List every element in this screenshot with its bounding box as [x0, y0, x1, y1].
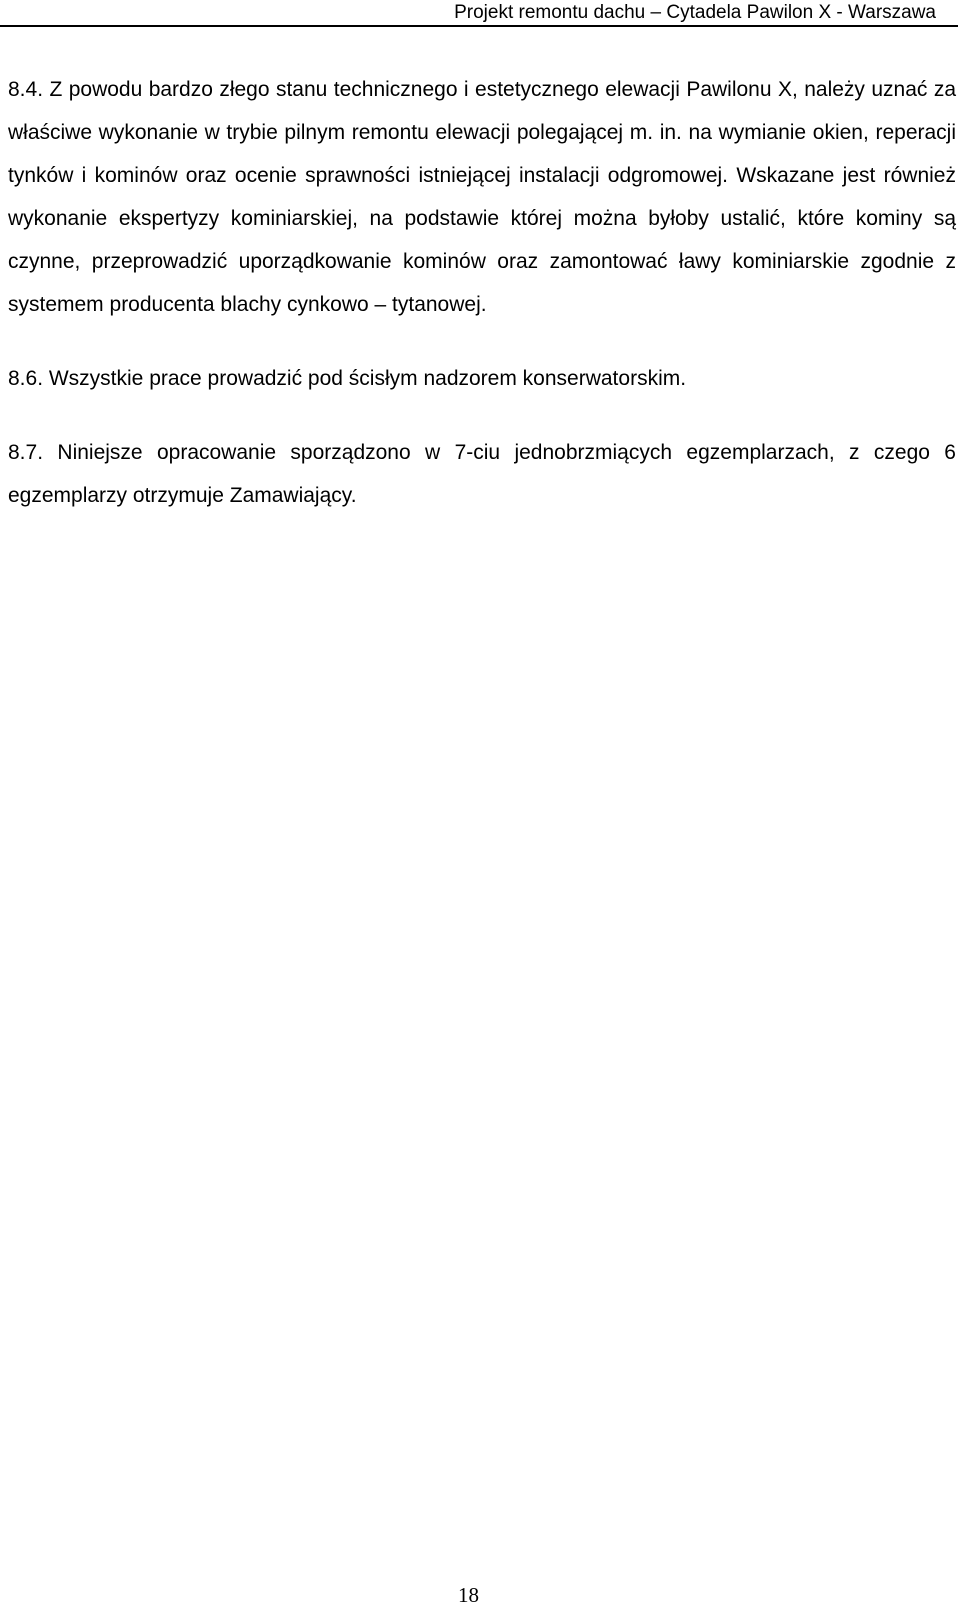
document-body	[8, 68, 956, 517]
paragraph-8-7: 8.7. Niniejsze opracowanie sporządzono w 7-ciu jednobrzmiących egzemplarzach, z czego 6 egzemplarzy otrzymuje Zamawiający.	[8, 441, 956, 507]
header-divider	[0, 25, 958, 27]
paragraph-8-4: 8.4. Z powodu bardzo złego stanu technicznego i estetycznego elewacji Pawilonu X, należy uznać za właściwe wykonanie w trybie pilnym remontu elewacji polegającej m. in. na wymianie okien, reperacji tynków i kominów oraz ocenie sprawności istniejącej instalacji odgromowej. Wskazane jest również wykonanie ekspertyzy kominiarskiej, na podstawie której można byłoby ustalić, które kominy są czynne, przeprowadzić uporządkowanie kominów oraz zamontować ławy kominiarskie zgodnie z systemem producenta blachy cynkowo – tytanowej.	[8, 78, 956, 316]
page-number: 18	[458, 1583, 479, 1607]
paragraph-8-6: 8.6. Wszystkie prace prowadzić pod ścisłym nadzorem konserwatorskim.	[8, 367, 687, 390]
running-header: Projekt remontu dachu – Cytadela Pawilon X - Warszawa	[454, 2, 936, 23]
